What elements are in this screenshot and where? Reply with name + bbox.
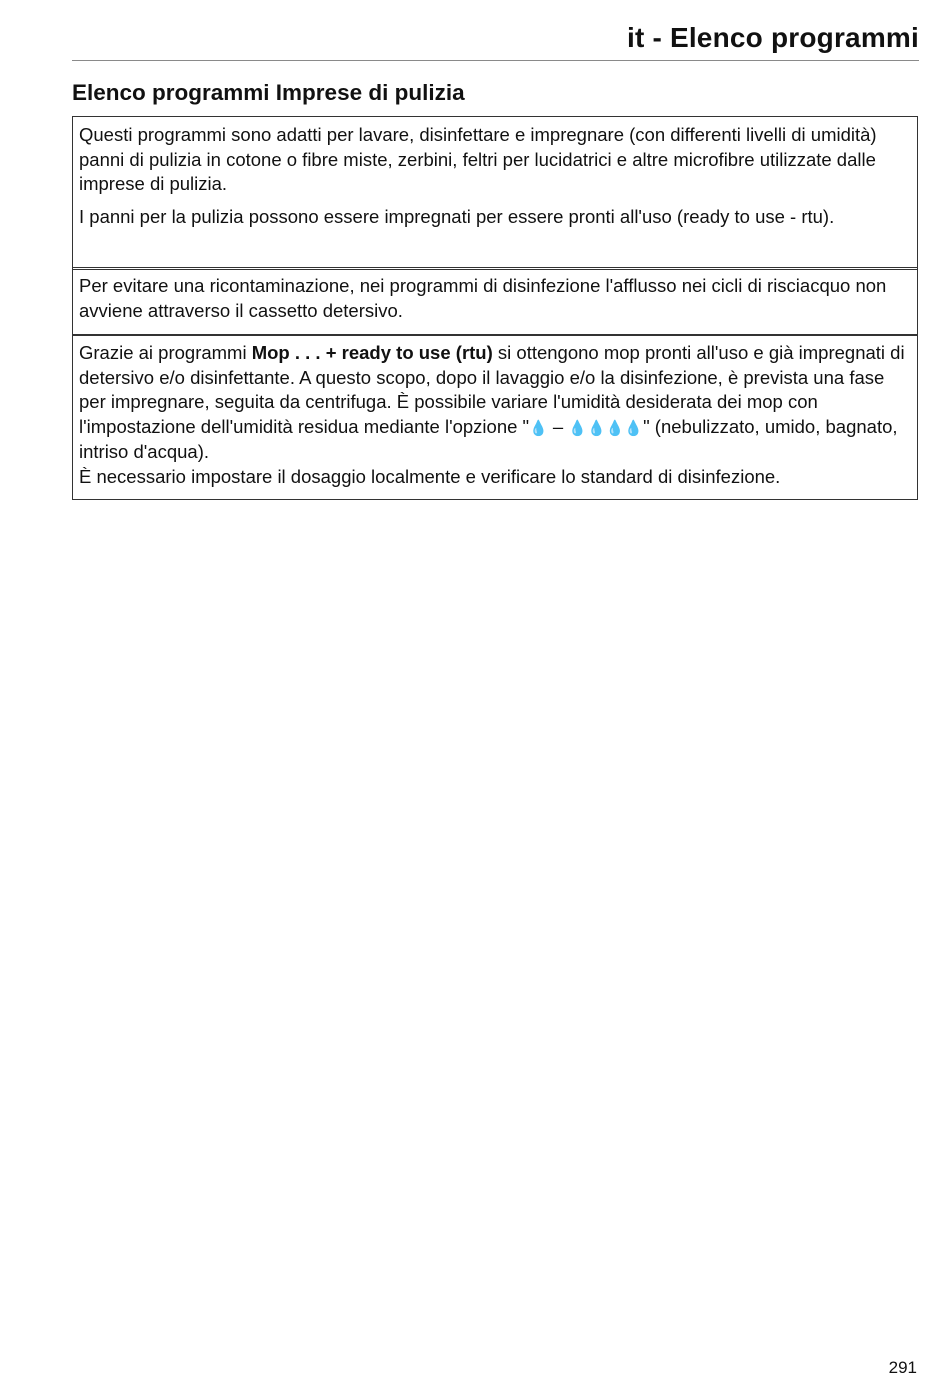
intro-paragraph-2: I panni per la pulizia possono essere impregnati per essere pronti all'uso (ready to use - rtu). [79,205,835,227]
mop-program-name: Mop . . . + ready to use (rtu) [251,342,493,363]
mop-box [72,334,918,500]
recontamination-box [72,267,918,336]
drop-single-icon: 💧 [529,418,548,437]
mop-intro-text: Grazie ai programmi [79,342,252,363]
mop-paragraph-2: È necessario impostare il dosaggio localmente e verificare lo standard di disinfezione. [79,465,781,487]
drop-quad-icon: 💧💧💧💧 [568,418,644,437]
mop-paragraph-1 [79,341,911,465]
page-number: 291 [888,1358,917,1377]
recontamination-paragraph: Per evitare una ricontaminazione, nei programmi di disinfezione l'afflusso nei cicli di risciacquo non avviene attraverso il cassetto detersivo. [79,275,887,321]
intro-paragraph-1: Questi programmi sono adatti per lavare, disinfettare e impregnare (con differenti livelli di umidità) panni di pulizia in cotone o fibre miste, zerbini, feltri per lucidatrici e altre microfibre utilizzate dalle imprese di pulizia. [79,124,877,194]
mop-dash: – [547,415,569,437]
mop-after-drops-text: " (nebulizzato, umido, bagnato, intriso d'acqua). [79,415,898,462]
header-title: it - Elenco programmi [626,22,919,53]
intro-box [72,116,918,270]
page-header [72,20,919,61]
mop-rest-text: si ottengono mop pronti all'uso e già impregnati di detersivo e/o disinfettante. A questo scopo, dopo il lavaggio e/o la disinfezione, è prevista una fase per impregnare, seguita da centrifuga. È possibile variare l'umidità desiderata dei mop con l'impostazione dell'umidità residua mediante l'opzione " [79,342,905,437]
section-title: Elenco programmi Imprese di pulizia [72,80,465,105]
